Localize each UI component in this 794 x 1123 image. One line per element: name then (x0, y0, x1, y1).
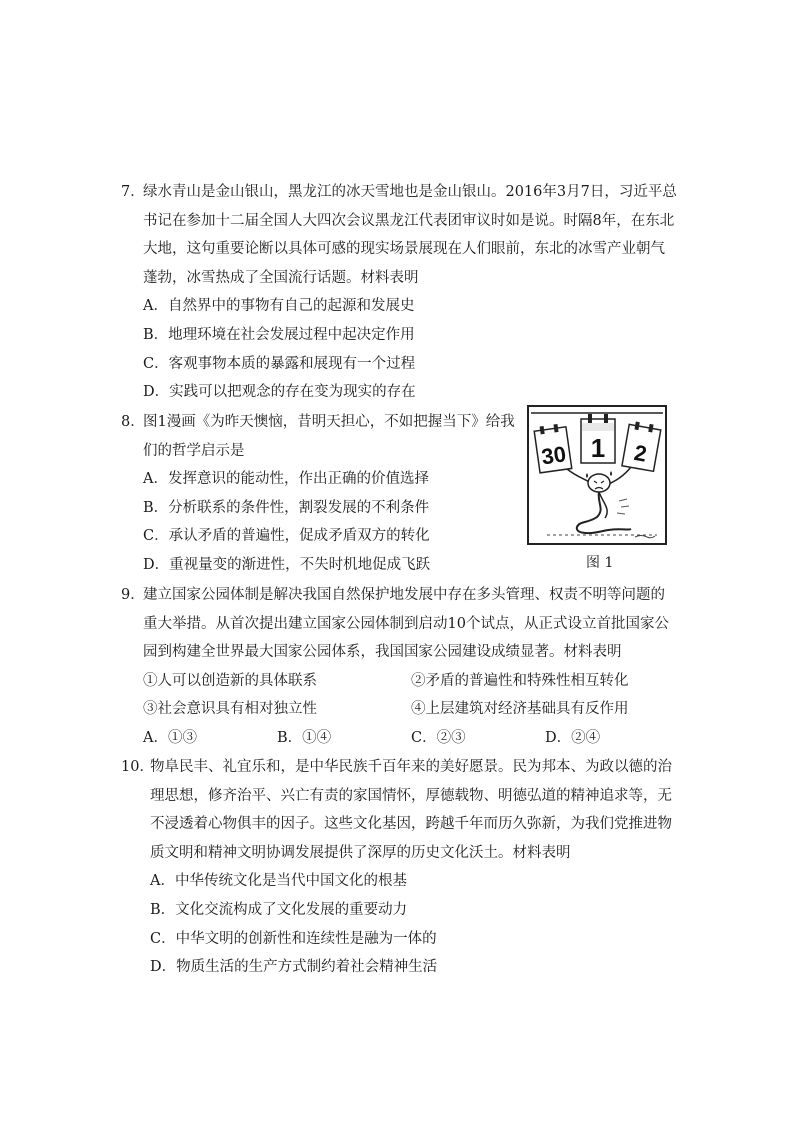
question-text: 绿水青山是金山银山，黑龙江的冰天雪地也是金山银山。2016年3月7日，习近平总书记在参加十二届全国人大四次会议黑龙江代表团审议时如是说。时隔8年，在东北大地，这句重要论断以具体可感的现实场景展现在人们眼前，东北的冰雪产业朝气蓬勃，冰雪热成了全国流行话题。材料表明 (143, 184, 677, 286)
question-text: 建立国家公园体制是解决我国自然保护地发展中存在多头管理、权责不明等问题的重大举措。从首次提出建立国家公园体制到启动10个试点，从正式设立首批国家公园到构建全世界最大国家公园体系，我国国家公园建设成绩显著。材料表明 (143, 587, 669, 661)
calendar-left-number: 30 (539, 441, 568, 470)
question-7-stem (121, 178, 679, 292)
question-number: 9． (121, 587, 145, 603)
question-8-stem (121, 408, 515, 465)
option-b: B．文化交流构成了文化发展的重要动力 (150, 901, 408, 918)
option-a: A．自然界中的事物有自己的起源和发展史 (143, 298, 415, 315)
calendar-center-number: 1 (590, 433, 606, 463)
option-a: A．①③ (143, 729, 197, 746)
option-b: B．分析联系的条件性，割裂发展的不利条件 (143, 499, 430, 516)
question-9 (121, 581, 679, 753)
statement-4: ④上层建筑对经济基础具有反作用 (411, 701, 629, 718)
option-row (121, 724, 679, 753)
statement-2: ②矛盾的普遍性和特殊性相互转化 (411, 672, 629, 689)
option-b: B．①④ (277, 729, 332, 746)
question-10-stem (121, 753, 681, 867)
option-d: D．物质生活的生产方式制约着社会精神生活 (150, 959, 438, 976)
calendar-page-center (581, 414, 615, 463)
question-text: 物阜民丰、礼宜乐和，是中华民族千百年来的美好愿景。民为邦本、为政以德的治理思想，修齐治平、兴亡有责的家国情怀，厚德载物、明德弘道的精神追求等，无不浸透着心物俱丰的因子。这些文化基因，跨越千年而历久弥新，为我们党推进物质文明和精神文明协调发展提供了深厚的历史文化沃土。材料表明 (150, 759, 672, 861)
option-c: C．客观事物本质的暴露和展现有一个过程 (143, 355, 416, 372)
statement-row (121, 695, 679, 724)
calendar-page-left (534, 423, 572, 473)
question-number: 10． (121, 759, 154, 775)
option-d: D．重视量变的渐进性，不失时机地促成飞跃 (143, 556, 431, 573)
option-c: C．承认矛盾的普遍性，促成矛盾双方的转化 (143, 528, 430, 545)
cartoon-figure (527, 405, 667, 545)
head (588, 474, 610, 492)
option-a: A．中华传统文化是当代中国文化的根基 (150, 873, 407, 890)
question-number: 8． (121, 414, 145, 430)
calendar-right-number: 2 (632, 439, 649, 467)
option-b: B．地理环境在社会发展过程中起决定作用 (143, 326, 415, 343)
option-d: D．实践可以把观念的存在变为现实的存在 (143, 384, 416, 401)
option-a: A．发挥意识的能动性，作出正确的价值选择 (143, 471, 429, 488)
option-c: C．②③ (411, 729, 466, 746)
statement-3: ③社会意识具有相对独立性 (143, 701, 317, 718)
question-10 (121, 753, 681, 982)
question-7 (121, 178, 679, 407)
question-text: 图1漫画《为昨天懊恼，昔明天担心，不如把握当下》给我们的哲学启示是 (143, 414, 515, 459)
question-9-stem (121, 581, 679, 667)
question-number: 7． (121, 184, 145, 200)
figure-caption: 图 1 (586, 555, 614, 571)
statement-row (121, 667, 679, 696)
question-8 (121, 408, 515, 580)
statement-1: ①人可以创造新的具体联系 (143, 672, 317, 689)
option-d: D．②④ (545, 729, 601, 746)
option-c: C．中华文明的创新性和连续性是融为一体的 (150, 930, 437, 947)
